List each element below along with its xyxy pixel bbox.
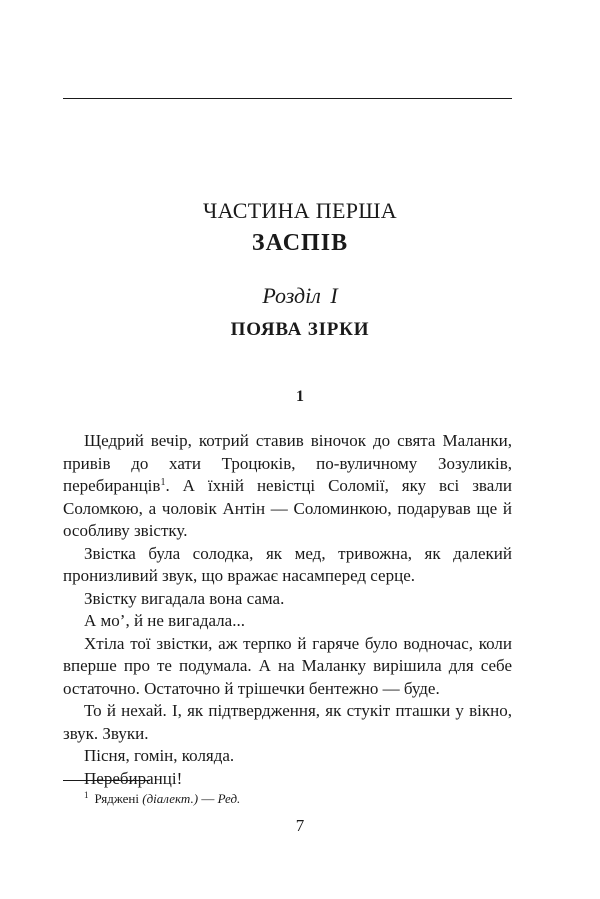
header-rule	[63, 98, 512, 99]
paragraph: А мо’, й не вигадала...	[84, 611, 245, 630]
footnote-source: (діалект.)	[142, 791, 199, 806]
footnote-rule	[63, 780, 150, 781]
paragraph: Перебиранці!	[84, 768, 183, 788]
footnote-editor: Ред.	[217, 791, 241, 806]
part-title: ЗАСПІВ	[251, 230, 349, 256]
section-number: 1	[296, 388, 304, 405]
footnote-text: Ряджені	[94, 791, 143, 806]
paragraph: Звістку вигадала вона сама.	[84, 588, 285, 608]
page-number: 7	[295, 816, 305, 835]
body-text	[63, 430, 512, 790]
paragraph: Пісня, гомін, коляда.	[84, 746, 235, 765]
part-label: ЧАСТИНА ПЕРША	[203, 198, 397, 223]
paragraph: Звістка була солодка, як мед, тривожна, як далекий пронизливий звук, що вражає насамперед серце.	[63, 543, 512, 585]
paragraph: То й нехай. І, як підтвердження, як стукіт пташки у вікно, звук. Звуки.	[63, 701, 512, 743]
footnote-reference[interactable]: 1	[160, 477, 166, 488]
chapter-label: Розділ І	[262, 283, 338, 308]
footnote	[84, 786, 240, 808]
paragraph-text: . А їхній невістці Соломії, яку всі звали Соломкою, а чоловік Антін — Соломинкою, подарував ще й особливу звістку.	[63, 476, 512, 540]
paragraph: Хтіла тої звістки, аж терпко й гаряче було водночас, коли вперше про те подумала. А на Маланку вирішила для себе остаточно. Остаточно й трішечки бентежно — буде.	[63, 633, 512, 698]
paragraph-text: Щедрий вечір, котрий ставив віночок до свята Маланки, привів до хати Троцюків, по-вуличному Зозуликів, перебиранців	[63, 431, 512, 495]
footnote-dash: —	[198, 791, 218, 806]
chapter-title: ПОЯВА ЗІРКИ	[230, 319, 370, 340]
footnote-mark: 1	[84, 790, 89, 800]
paragraph	[63, 430, 512, 543]
